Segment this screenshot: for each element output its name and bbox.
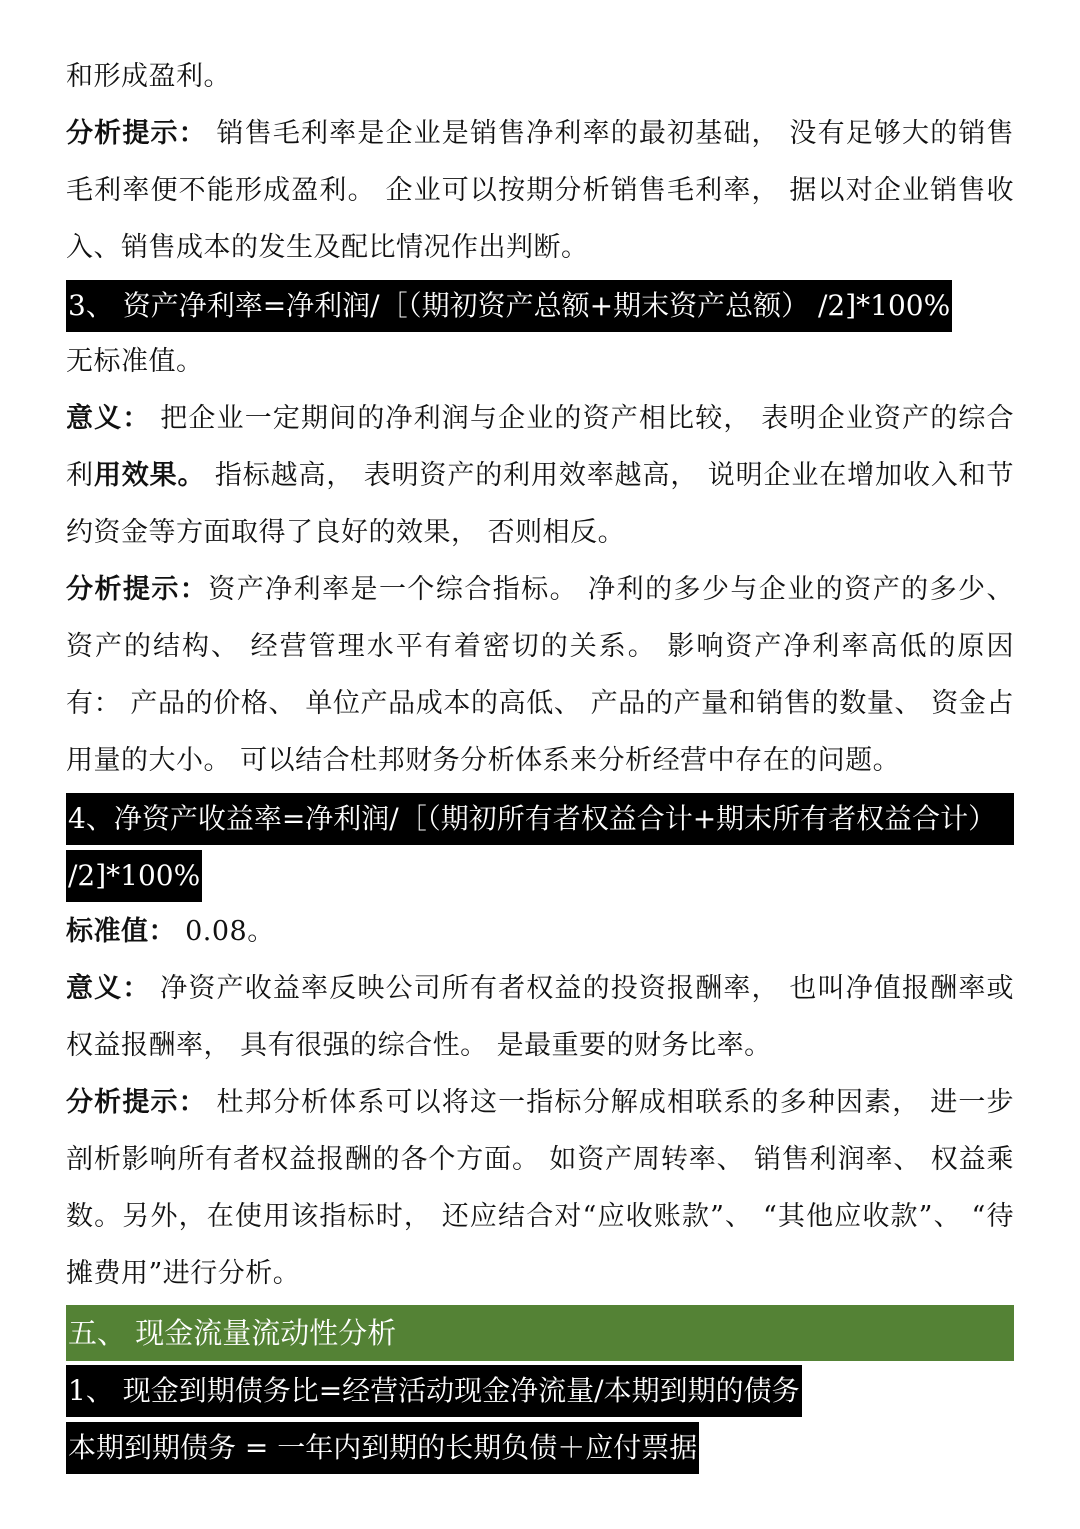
- paragraph-gross-margin-hint: [66, 105, 1014, 276]
- heading-roe-part-1: 4、净资产收益率=净利润/［（期初所有者权益合计+期末所有者权益合计）: [66, 793, 1014, 845]
- heading-roe-line-1: [66, 789, 1014, 846]
- paragraph-roa-standard: [66, 333, 1014, 390]
- paragraph-roa-hint: [66, 561, 1014, 789]
- text: 0.08。: [176, 916, 275, 947]
- label-analysis-hint: 分析提示：: [66, 574, 209, 605]
- paragraph-roe-standard: [66, 903, 1014, 960]
- text: 销售毛利率是企业是销售净利率的最初基础， 没有足够大的销售毛利率便不能形成盈利。 企业可以按期分析销售毛利率， 据以对企业销售收入、销售成本的发生及配比情况作出判断。: [66, 118, 1015, 263]
- section-heading-cashflow: 五、 现金流量流动性分析: [66, 1305, 1014, 1361]
- text: 指标越高， 表明资产的利用效率越高， 说明企业在增加收入和节约资金等方面取得了良好的效果， 否则相反。: [66, 460, 1015, 548]
- label-analysis-hint: 分析提示：: [66, 1087, 207, 1118]
- paragraph-roa-meaning: [66, 390, 1014, 561]
- paragraph-roe-meaning: [66, 960, 1014, 1074]
- heading-current-debt-line: [66, 1418, 1014, 1475]
- text: 和形成盈利。: [66, 61, 231, 92]
- label-analysis-hint: 分析提示：: [66, 118, 207, 149]
- heading-cash-debt-ratio: 1、 现金到期债务比=经营活动现金净流量/本期到期的债务: [66, 1365, 802, 1417]
- label-meaning: 意义：: [66, 403, 151, 434]
- paragraph-roe-hint: [66, 1074, 1014, 1302]
- text-bold: 用效果。: [93, 460, 206, 491]
- heading-cash-debt-ratio-line: [66, 1361, 1014, 1418]
- label-meaning: 意义：: [66, 973, 151, 1004]
- text: 把企业一定期间的净利润与企业的资产相比较， 表明企业资产的综合利: [66, 403, 1015, 491]
- label-standard-value: 标准值：: [66, 916, 176, 947]
- text: 无标准值。: [66, 346, 204, 377]
- heading-roa-line: [66, 276, 1014, 333]
- text: 资产净利率是一个综合指标。 净利的多少与企业的资产的多少、 资产的结构、 经营管理水平有着密切的关系。 影响资产净利率高低的原因有： 产品的价格、 单位产品成本的高低、 产品的产量和销售的数量、 资金占用量的大小。 可以结合杜邦财务分析体系来分析经营中存在的问题。: [66, 574, 1014, 776]
- text: 杜邦分析体系可以将这一指标分解成相联系的多种因素， 进一步剖析影响所有者权益报酬的各个方面。 如资产周转率、 销售利润率、 权益乘数。另外，在使用该指标时， 还应结合对“应收账款”、 “其他应收款”、 “待摊费用”进行分析。: [66, 1087, 1015, 1289]
- paragraph-continuation: [66, 48, 1014, 105]
- heading-current-debt: 本期到期债务 = 一年内到期的长期负债＋应付票据: [66, 1422, 699, 1474]
- text: 净资产收益率反映公司所有者权益的投资报酬率， 也叫净值报酬率或权益报酬率， 具有很强的综合性。 是最重要的财务比率。: [66, 973, 1015, 1061]
- heading-roe-part-2: /2]*100%: [66, 850, 202, 902]
- heading-roa: 3、 资产净利率=净利润/［（期初资产总额+期末资产总额） /2]*100%: [66, 280, 952, 332]
- heading-roe-line-2: [66, 846, 1014, 903]
